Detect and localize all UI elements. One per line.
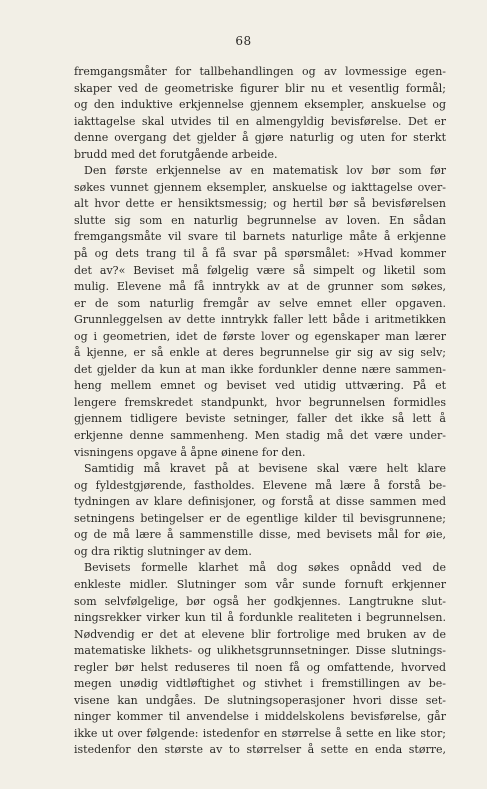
text-line: heng mellem emnet og beviset ved utidig uttværing. På et — [74, 379, 446, 393]
text-line: alt hvor dette er hensiktsmessig; og hertil bør så bevisførelsen — [74, 197, 446, 211]
text-line: søkes vunnet gjennem eksempler, anskuelse og iakttagelse over- — [74, 180, 446, 194]
text-line: Grunnleggelsen av dette inntrykk faller lett både i aritmetikken — [74, 313, 446, 327]
text-line: erkjenne denne sammenheng. Men stadig må det være under- — [74, 429, 446, 443]
text-line: brudd med det forutgående arbeide. — [74, 147, 278, 161]
body-text — [74, 64, 446, 759]
text-line: og de må lære å sammenstille disse, med bevisets mål for øie, — [74, 528, 446, 542]
text-line: er de som naturlig fremgår av selve emnet eller opgaven. — [74, 296, 446, 310]
text-line: regler bør helst reduseres til noen få og omfattende, hvorved — [74, 660, 446, 674]
text-line: iakttagelse skal utvides til en almengyldig bevisførelse. Det er — [74, 114, 446, 128]
text-line: lengere fremskredet standpunkt, hvor begrunnelsen formidles — [74, 395, 446, 409]
text-line: ninger kommer til anvendelse i middelskolens bevisførelse, går — [74, 710, 446, 724]
text-line: mulig. Elevene må få inntrykk av at de grunner som søkes, — [74, 280, 446, 294]
text-line: visene kan undgåes. De slutningsoperasjoner hvori disse set- — [74, 693, 446, 707]
text-line: fremgangsmåter for tallbehandlingen og av lovmessige egen- — [74, 65, 446, 78]
text-line: setningens betingelser er de egentlige kilder til bevisgrunnene; — [74, 511, 446, 525]
text-line: slutte sig som en naturlig begrunnelse av loven. En sådan — [74, 213, 446, 227]
text-line: på og dets trang til å få svar på spørsmålet: »Hvad kommer — [74, 247, 446, 261]
text-line: Nødvendig er det at elevene blir fortrolige med bruken av de — [74, 627, 446, 641]
text-line: visningens opgave å åpne øinene for den. — [74, 445, 306, 459]
text-line: istedenfor den største av to størrelser å sette en enda større, — [74, 743, 446, 757]
text-line: ikke ut over følgende: istedenfor en størrelse å sette en like stor; — [74, 726, 446, 740]
text-line: det gjelder da kun at man ikke fordunkler denne nære sammen- — [74, 362, 446, 376]
text-line: og fyldestgjørende, fastholdes. Elevene må lære å forstå be- — [74, 478, 446, 492]
text-line: megen unødig vidtløftighet og stivhet i fremstillingen av be- — [74, 677, 446, 691]
text-line: gjennem tidligere beviste setninger, faller det ikke så lett å — [74, 412, 446, 426]
page-number: 68 — [235, 34, 252, 48]
text-line: Bevisets formelle klarhet må dog søkes opnådd ved de — [84, 561, 446, 575]
text-line: tydningen av klare definisjoner, og forstå at disse sammen med — [74, 495, 446, 509]
text-line: og i geometrien, idet de første lover og egenskaper man lærer — [74, 329, 446, 343]
text-line: å kjenne, er så enkle at deres begrunnelse gir sig av sig selv; — [74, 346, 446, 360]
text-line: det av?« Beviset må følgelig være så simpelt og liketil som — [74, 263, 446, 277]
text-line: denne overgang det gjelder å gjøre naturlig og uten for sterkt — [74, 131, 446, 145]
text-line: enkleste midler. Slutninger som vår sunde fornuft erkjenner — [74, 577, 446, 591]
text-line: Den første erkjennelse av en matematisk lov bør som før — [84, 164, 446, 178]
text-line: og dra riktig slutninger av dem. — [74, 544, 252, 558]
text-line: fremgangsmåte vil svare til barnets naturlige måte å erkjenne — [74, 230, 446, 244]
text-line: Samtidig må kravet på at bevisene skal være helt klare — [84, 462, 446, 476]
text-line: og den induktive erkjennelse gjennem eksempler, anskuelse og — [74, 98, 446, 112]
text-line: skaper ved de geometriske figurer blir nu et vesentlig formål; — [74, 81, 446, 95]
text-line: matematiske likhets- og ulikhetsgrunnsetninger. Disse slutnings- — [74, 644, 446, 658]
text-line: ningsrekker virker kun til å fordunkle realiteten i begrunnelsen. — [74, 611, 446, 625]
text-line: som selvfølgelige, bør også her godkjennes. Langtrukne slut- — [74, 594, 446, 608]
